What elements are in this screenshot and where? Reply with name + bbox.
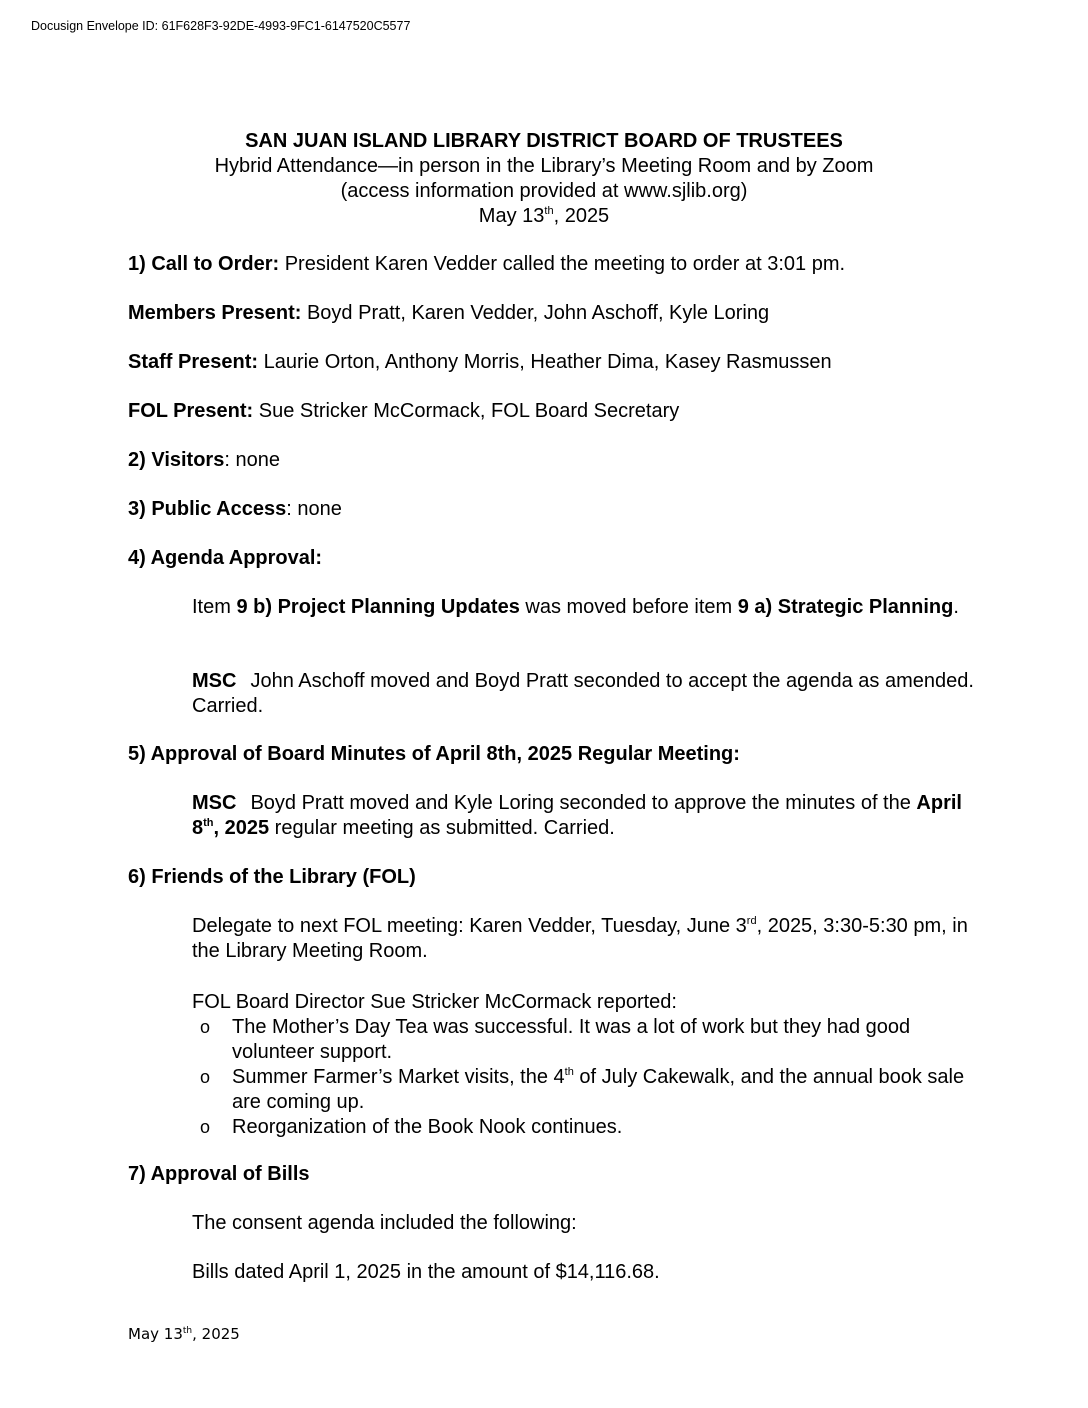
staff-present-label: Staff Present: xyxy=(128,351,259,373)
bullet-marker: o xyxy=(200,1117,211,1137)
footer-date-ordinal: th xyxy=(182,1326,193,1336)
fol-delegate-post: , 2025, 3:30-5:30 pm, in the Library Meeting Room. xyxy=(192,915,968,962)
minutes-msc-label: MSC xyxy=(192,792,237,814)
date-ordinal: th xyxy=(544,205,554,217)
visitors xyxy=(128,448,988,473)
bills-heading-text: 7) Approval of Bills xyxy=(128,1163,310,1185)
minutes-date-year: , 2025 xyxy=(213,817,270,839)
fol-present-label: FOL Present: xyxy=(128,400,254,422)
public-access-label: 3) Public Access xyxy=(128,498,287,520)
minutes-msc-text-post: regular meeting as submitted. Carried. xyxy=(269,817,615,839)
agenda-msc-text: John Aschoff moved and Boyd Pratt seconded to accept the agenda as amended. Carried. xyxy=(192,670,974,717)
public-access-text: : none xyxy=(286,498,342,520)
fol-report-list xyxy=(200,1015,980,1140)
attendance-line: Hybrid Attendance—in person in the Library’s Meeting Room and by Zoom xyxy=(214,155,874,177)
minutes-date-ordinal: th xyxy=(203,817,214,829)
minutes-approval-heading xyxy=(128,742,988,767)
docusign-envelope-id: Docusign Envelope ID: 61F628F3-92DE-4993-9FC1-6147520C5577 xyxy=(31,19,411,33)
bullet-text-post: of July Cakewalk, and the annual book sale are coming up. xyxy=(232,1066,965,1113)
agenda-item-pre: Item xyxy=(192,596,237,618)
agenda-item-9b: 9 b) Project Planning Updates xyxy=(236,596,520,618)
agenda-item-mid: was moved before item xyxy=(519,596,738,618)
fol-delegate-ordinal: rd xyxy=(746,915,757,927)
bills-heading xyxy=(128,1162,988,1187)
agenda-item-move xyxy=(192,595,982,620)
minutes-approval-heading-text: 5) Approval of Board Minutes of April 8th, 2025 Regular Meeting: xyxy=(128,743,740,765)
fol-present xyxy=(128,399,988,424)
members-present-text: Boyd Pratt, Karen Vedder, John Aschoff, Kyle Loring xyxy=(301,302,770,324)
call-to-order-label: 1) Call to Order: xyxy=(128,253,280,275)
date-year: , 2025 xyxy=(553,205,610,227)
minutes-motion xyxy=(192,791,982,841)
call-to-order xyxy=(128,252,988,277)
agenda-item-9a: 9 a) Strategic Planning xyxy=(737,596,954,618)
fol-delegate xyxy=(192,914,982,964)
members-present-label: Members Present: xyxy=(128,302,302,324)
meeting-date xyxy=(0,204,1088,229)
members-present xyxy=(128,301,988,326)
consent-agenda-text: The consent agenda included the following: xyxy=(192,1212,577,1234)
footer-date-year: , 2025 xyxy=(192,1325,240,1343)
document-title: SAN JUAN ISLAND LIBRARY DISTRICT BOARD OF TRUSTEES xyxy=(245,130,843,152)
bullet-text-pre: Summer Farmer’s Market visits, the 4 xyxy=(232,1066,565,1088)
public-access xyxy=(128,497,988,522)
bullet-ordinal: th xyxy=(564,1066,574,1078)
staff-present-text: Laurie Orton, Anthony Morris, Heather Dima, Kasey Rasmussen xyxy=(258,351,832,373)
fol-report-intro: FOL Board Director Sue Stricker McCormack reported: xyxy=(192,991,677,1013)
visitors-label: 2) Visitors xyxy=(128,449,225,471)
agenda-msc-label: MSC xyxy=(192,670,237,692)
bills-line: Bills dated April 1, 2025 in the amount of $14,116.68. xyxy=(192,1261,660,1283)
call-to-order-text: President Karen Vedder called the meeting to order at 3:01 pm. xyxy=(279,253,846,275)
page-footer xyxy=(128,1325,240,1343)
agenda-item-end: . xyxy=(953,596,959,618)
document-header xyxy=(0,129,1088,229)
fol-heading xyxy=(128,865,988,890)
fol-heading-text: 6) Friends of the Library (FOL) xyxy=(128,866,416,888)
bullet-text: The Mother’s Day Tea was successful. It was a lot of work but they had good volunteer support. xyxy=(232,1016,911,1063)
bullet-marker: o xyxy=(200,1017,211,1037)
access-info-line: (access information provided at www.sjlib.org) xyxy=(340,180,748,202)
visitors-text: : none xyxy=(224,449,280,471)
agenda-approval-heading-text: 4) Agenda Approval: xyxy=(128,547,323,569)
footer-date-main: May 13 xyxy=(128,1325,183,1343)
list-item xyxy=(200,1015,980,1065)
staff-present xyxy=(128,350,988,375)
list-item xyxy=(200,1115,980,1140)
date-main: May 13 xyxy=(478,205,545,227)
agenda-approval-heading xyxy=(128,546,988,571)
agenda-motion xyxy=(192,669,982,719)
bullet-marker: o xyxy=(200,1067,211,1087)
fol-delegate-pre: Delegate to next FOL meeting: Karen Vedder, Tuesday, June 3 xyxy=(192,915,747,937)
fol-present-text: Sue Stricker McCormack, FOL Board Secretary xyxy=(253,400,680,422)
minutes-date-main: April 8 xyxy=(192,792,962,839)
minutes-msc-text-pre: Boyd Pratt moved and Kyle Loring seconded to approve the minutes of the xyxy=(250,792,917,814)
bullet-text: Reorganization of the Book Nook continues. xyxy=(232,1116,623,1138)
list-item xyxy=(200,1065,980,1115)
